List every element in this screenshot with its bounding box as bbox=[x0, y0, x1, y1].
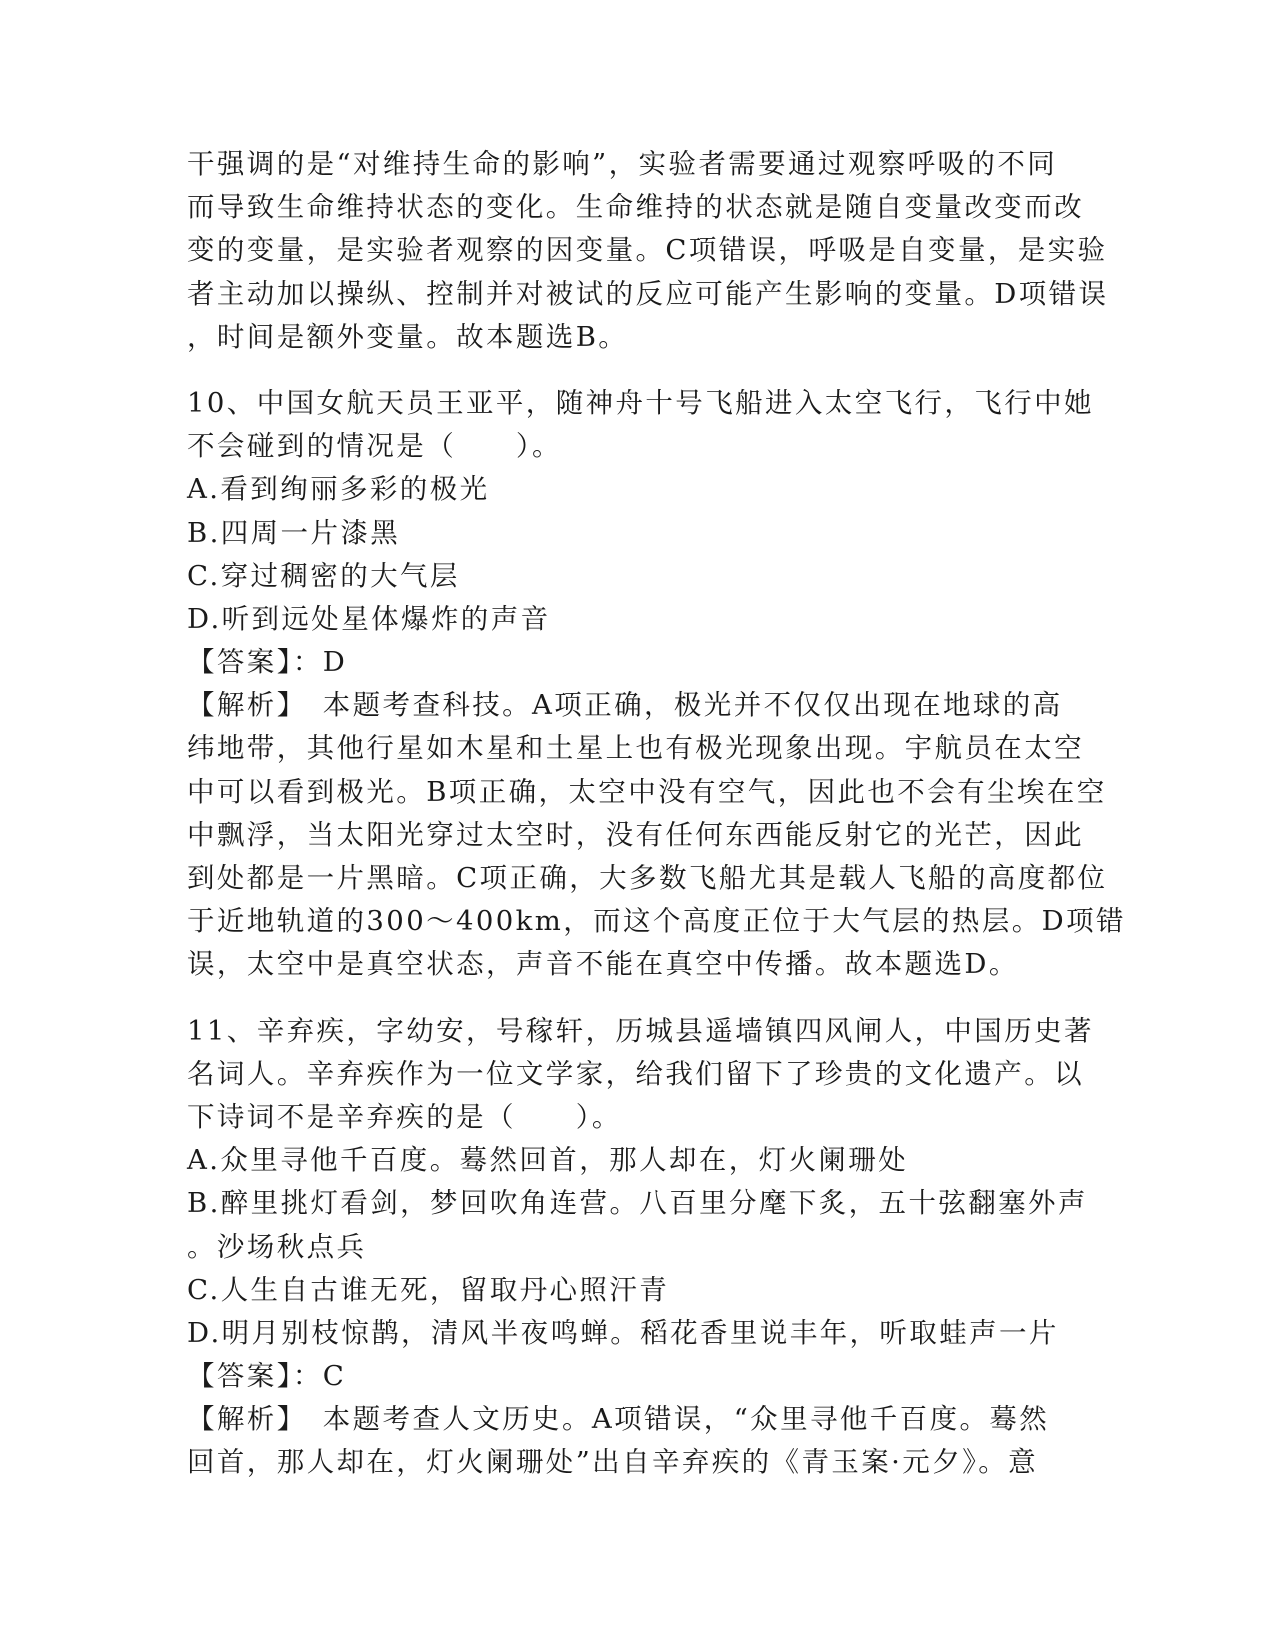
text-line: A.众里寻他千百度。蓦然回首，那人却在，灯火阑珊处 bbox=[187, 1144, 909, 1177]
text-line: 【答案】：C bbox=[187, 1360, 347, 1393]
text-line: 者主动加以操纵、控制并对被试的反应可能产生影响的变量。D项错误 bbox=[187, 277, 1109, 310]
text-line: C.穿过稠密的大气层 bbox=[187, 559, 460, 592]
text-line: 10、中国女航天员王亚平，随神舟十号飞船进入太空飞行，飞行中她 bbox=[187, 386, 1094, 419]
text-line: 。沙场秋点兵 bbox=[187, 1230, 367, 1263]
text-line: 回首，那人却在，灯火阑珊处”出自辛弃疾的《青玉案·元夕》。意 bbox=[187, 1446, 1039, 1479]
text-line: B.醉里挑灯看剑，梦回吹角连营。八百里分麾下炙，五十弦翻塞外声 bbox=[187, 1187, 1088, 1220]
text-line: 于近地轨道的300～400km，而这个高度正位于大气层的热层。D项错 bbox=[187, 905, 1126, 938]
question-10 bbox=[187, 382, 1126, 987]
text-line: 【解析】 本题考查科技。A项正确，极光并不仅仅出现在地球的高 bbox=[187, 689, 1063, 722]
text-line: A.看到绚丽多彩的极光 bbox=[187, 473, 490, 506]
text-line: 【解析】 本题考查人文历史。A项错误，“众里寻他千百度。蓦然 bbox=[187, 1403, 1050, 1436]
text-line: D.明月别枝惊鹊，清风半夜鸣蝉。稻花香里说丰年，听取蛙声一片 bbox=[187, 1316, 1059, 1349]
document-page bbox=[187, 143, 1126, 1485]
text-line: 中飘浮，当太阳光穿过太空时，没有任何东西能反射它的光芒，因此 bbox=[187, 818, 1084, 851]
text-line: 到处都是一片黑暗。C项正确，大多数飞船尤其是载人飞船的高度都位 bbox=[187, 862, 1108, 894]
text-line: 误，太空中是真空状态，声音不能在真空中传播。故本题选D。 bbox=[187, 948, 1019, 981]
paragraph-gap bbox=[187, 359, 1087, 382]
text-line: 11、辛弃疾，字幼安，号稼轩，历城县遥墙镇四风闸人，中国历史著 bbox=[187, 1014, 1094, 1047]
question-11 bbox=[187, 1010, 1094, 1485]
text-line: D.听到远处星体爆炸的声音 bbox=[187, 602, 551, 635]
text-line: 下诗词不是辛弃疾的是（ ）。 bbox=[187, 1100, 622, 1133]
text-line: B.四周一片漆黑 bbox=[187, 516, 401, 549]
text-line: 纬地带，其他行星如木星和土星上也有极光现象出现。宇航员在太空 bbox=[187, 732, 1084, 765]
text-line: C.人生自古谁无死，留取丹心照汗青 bbox=[187, 1273, 670, 1306]
text-line: 而导致生命维持状态的变化。生命维持的状态就是随自变量改变而改 bbox=[187, 191, 1084, 224]
paragraph-gap bbox=[187, 987, 1087, 1010]
text-line: ，时间是额外变量。故本题选B。 bbox=[187, 320, 629, 353]
text-line: 不会碰到的情况是（ ）。 bbox=[187, 430, 562, 463]
text-line: 名词人。辛弃疾作为一位文学家，给我们留下了珍贵的文化遗产。以 bbox=[187, 1057, 1084, 1090]
text-line: 干强调的是“对维持生命的影响”，实验者需要通过观察呼吸的不同 bbox=[187, 148, 1058, 180]
explanation-q9-continued bbox=[187, 143, 1109, 359]
text-line: 变的变量，是实验者观察的因变量。C项错误，呼吸是自变量，是实验 bbox=[187, 234, 1108, 267]
text-line: 中可以看到极光。B项正确，太空中没有空气，因此也不会有尘埃在空 bbox=[187, 775, 1107, 808]
text-line: 【答案】：D bbox=[187, 646, 348, 679]
